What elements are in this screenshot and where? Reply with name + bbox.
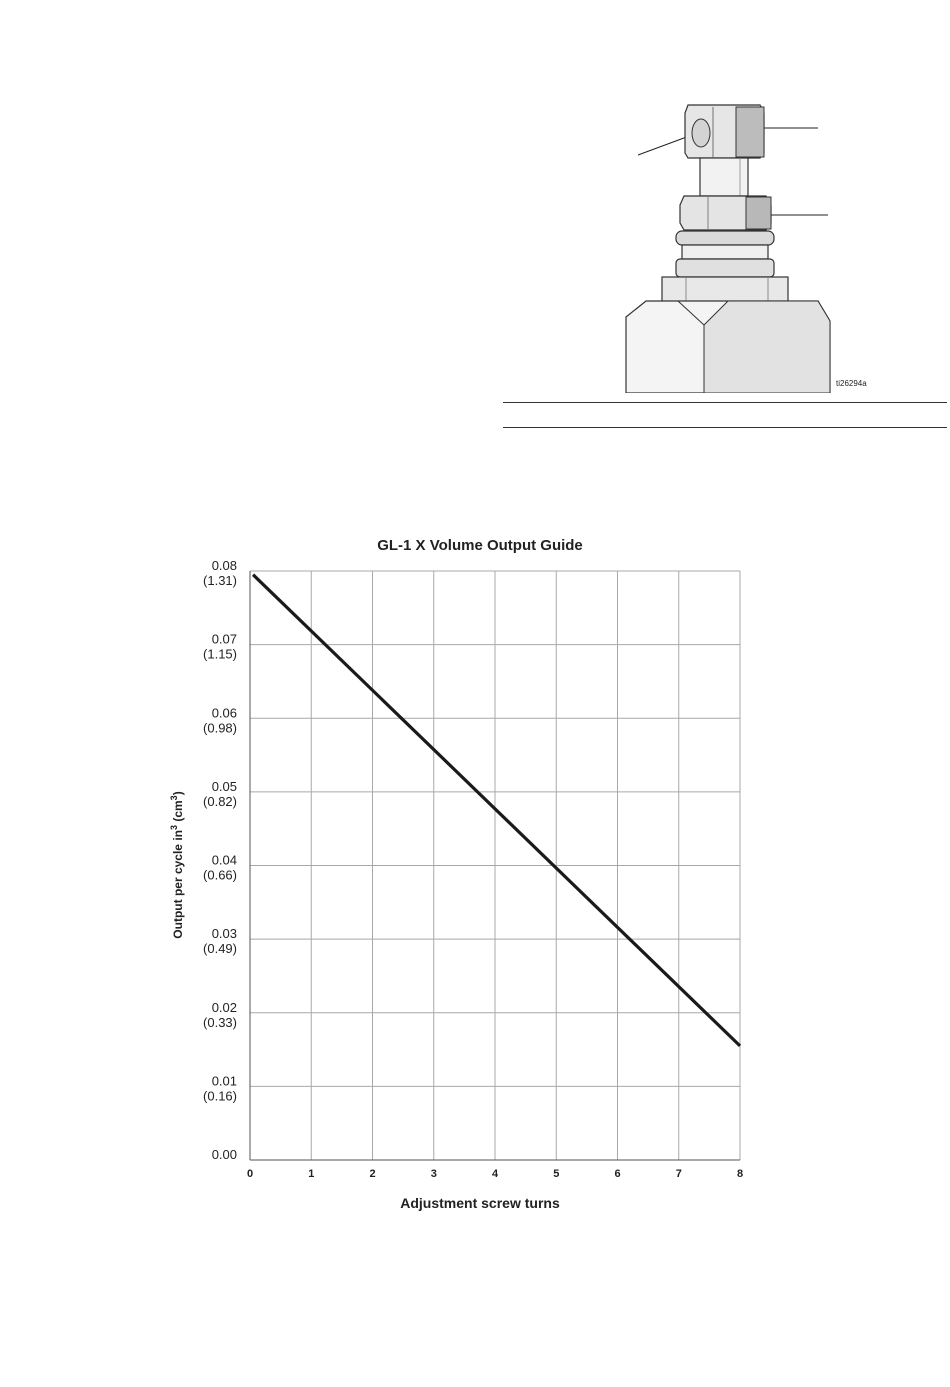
y-axis-label: [169, 791, 185, 938]
series-line: [253, 575, 740, 1046]
x-tick-label: 2: [369, 1168, 376, 1180]
y-axis-label-mid: (cm: [171, 800, 185, 825]
base-collar: [662, 277, 788, 303]
volume-output-chart: [160, 530, 780, 1230]
callout-leader-left: [638, 135, 692, 155]
pump-body: [626, 301, 830, 393]
y-tick-sublabel: (1.31): [203, 573, 237, 588]
y-tick-label: 0.01: [211, 1073, 237, 1089]
y-axis-label-sup1: 3: [169, 825, 179, 831]
x-tick-label: 3: [430, 1168, 437, 1180]
adjustment-cap: [685, 105, 764, 158]
chart-svg: [160, 530, 780, 1230]
pump-illustration-svg: [618, 95, 853, 393]
x-tick-label: 7: [675, 1168, 682, 1180]
chart-title: GL-1 X Volume Output Guide: [377, 537, 583, 554]
y-tick-label: 0.00: [211, 1147, 237, 1162]
spacer: [682, 245, 768, 259]
y-tick-label: 0.05: [211, 778, 237, 794]
divider-upper: [503, 402, 947, 403]
y-axis-label-end: ): [171, 791, 185, 796]
pump-adjustment-illustration: [618, 95, 853, 393]
y-tick-labels: [203, 558, 237, 1162]
washer-upper: [676, 231, 774, 245]
y-tick-sublabel: (0.49): [203, 941, 237, 957]
chart-grid: [250, 571, 740, 1160]
x-tick-labels: [247, 1168, 743, 1180]
washer-lower: [676, 259, 774, 277]
figure-id-label: ti26294a: [836, 379, 867, 388]
stem: [700, 158, 748, 196]
lock-nut: [680, 196, 771, 230]
y-tick-label: 0.08: [211, 558, 237, 573]
y-tick-sublabel: (0.33): [203, 1014, 237, 1030]
y-tick-sublabel: (0.98): [203, 720, 237, 736]
x-tick-label: 6: [614, 1168, 621, 1180]
x-tick-label: 4: [491, 1168, 499, 1180]
y-tick-label: 0.03: [211, 926, 237, 942]
y-axis-label-main: Output per cycle in: [171, 830, 185, 939]
y-tick-sublabel: (0.66): [203, 867, 237, 883]
y-tick-label: 0.02: [211, 999, 237, 1015]
y-tick-label: 0.06: [211, 705, 237, 721]
y-tick-sublabel: (0.16): [203, 1088, 237, 1104]
divider-lower: [503, 427, 947, 428]
y-tick-sublabel: (0.82): [203, 793, 237, 809]
x-tick-label: 0: [246, 1168, 254, 1180]
chart-series: [253, 575, 740, 1046]
y-axis-label-sup2: 3: [169, 795, 179, 801]
x-tick-label: 5: [553, 1168, 560, 1180]
y-tick-label: 0.07: [211, 631, 237, 647]
x-axis-label: Adjustment screw turns: [400, 1195, 560, 1211]
x-tick-label: 8: [736, 1168, 744, 1180]
x-tick-label: 1: [308, 1168, 315, 1180]
y-tick-label: 0.04: [211, 852, 237, 868]
y-tick-sublabel: (1.15): [203, 646, 237, 662]
